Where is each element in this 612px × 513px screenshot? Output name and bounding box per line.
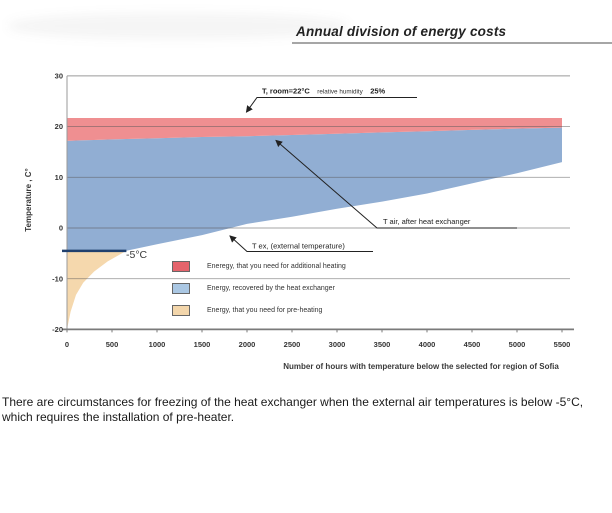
x-tick-4500: 4500 <box>463 340 481 349</box>
legend-row-additional-heating <box>172 260 346 272</box>
y-tick-10: 10 <box>54 172 63 182</box>
t-room-mid: relative humidity <box>317 88 363 96</box>
x-tick-1500: 1500 <box>193 340 211 349</box>
annotation-t-room <box>247 81 418 113</box>
legend-label-recovered-energy: Energy, recovered by the heat exchanger <box>207 284 335 292</box>
y-tick--10: -10 <box>52 274 63 284</box>
x-axis-title: Number of hours with temperature below the selected for region of Sofia <box>283 362 559 371</box>
caption-text <box>2 395 610 424</box>
preheating-area <box>67 251 126 330</box>
t-room-main: T, room=22°C <box>262 86 310 96</box>
legend-swatch-preheating <box>172 305 190 316</box>
x-tick-2500: 2500 <box>283 340 301 349</box>
legend-row-recovered-energy <box>172 282 346 294</box>
caption-line-2: which requires the installation of pre-heater. <box>2 409 235 424</box>
legend-label-preheating: Energy, that you need for pre-heating <box>207 306 323 314</box>
legend-swatch-additional-heating <box>172 261 190 272</box>
legend-label-additional-heating: Eneregy, that you need for additional heating <box>207 262 346 270</box>
x-tick-3500: 3500 <box>373 340 391 349</box>
annotation-t-ex <box>230 236 373 252</box>
legend-row-preheating <box>172 304 346 316</box>
y-tick-0: 0 <box>58 223 63 233</box>
x-tick-5000: 5000 <box>508 340 526 349</box>
x-tick-5500: 5500 <box>553 340 571 349</box>
y-tick-30: 30 <box>54 71 63 81</box>
t-air-label: T air, after heat exchanger <box>383 217 471 226</box>
t-ex-label: T ex, (external temperature) <box>252 241 345 251</box>
y-tick-labels <box>52 72 63 335</box>
t-room-label <box>262 81 386 98</box>
x-tick-labels <box>65 340 570 349</box>
x-tick-0: 0 <box>64 340 70 349</box>
caption-line-1: There are circumstances for freezing of the heat exchanger when the external air temperatures is below -5°C, <box>2 395 584 409</box>
x-tick-1000: 1000 <box>148 340 166 349</box>
x-tick-4000: 4000 <box>418 340 436 349</box>
x-tick-2000: 2000 <box>238 340 256 349</box>
y-tick--20: -20 <box>52 325 63 334</box>
recovered-energy-area <box>67 128 562 251</box>
y-axis-title: Temperature , C° <box>24 168 33 232</box>
chart-legend <box>172 260 346 326</box>
t-room-arrow <box>247 98 418 113</box>
freeze-point-label: -5°C <box>126 249 148 261</box>
t-room-value: 25% <box>370 86 386 96</box>
legend-swatch-recovered-energy <box>172 283 190 294</box>
chart-title: Annual division of energy costs <box>296 24 507 39</box>
x-tick-500: 500 <box>105 340 119 349</box>
x-tick-3000: 3000 <box>328 340 346 349</box>
y-tick-20: 20 <box>54 122 63 132</box>
